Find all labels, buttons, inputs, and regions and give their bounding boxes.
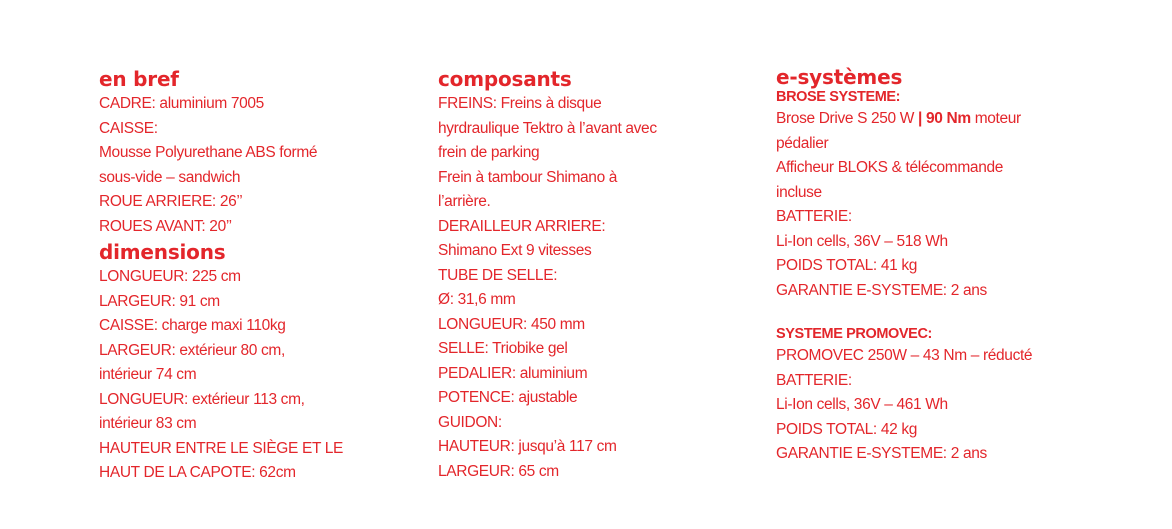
brose-motor-line	[776, 107, 1106, 132]
spec-line: Li-Ion cells, 36V – 518 Wh	[776, 232, 948, 250]
spec-line: frein de parking	[438, 144, 540, 161]
spec-line: GARANTIE E-SYSTEME: 2 ans	[776, 281, 987, 299]
spec-line: BATTERIE:	[776, 371, 852, 389]
spec-line: Afficheur BLOKS & télécommande	[776, 159, 1004, 176]
spec-line: CAISSE: charge maxi 110kg	[99, 317, 286, 334]
spec-line: ROUES AVANT: 20’’	[99, 217, 232, 235]
spec-line: pédalier	[776, 134, 829, 152]
spec-line: HAUTEUR ENTRE LE SIÈGE ET LE	[99, 439, 344, 457]
heading-composants: composants	[438, 67, 572, 91]
spec-line: DERAILLEUR ARRIERE:	[438, 217, 606, 235]
composants-list	[438, 92, 748, 484]
spec-line: intérieur 74 cm	[99, 366, 197, 383]
spec-line: intérieur 83 cm	[99, 415, 197, 432]
spec-line: CAISSE:	[99, 119, 158, 137]
column-e-systemes	[776, 66, 1106, 467]
spec-line: Mousse Polyurethane ABS formé	[99, 144, 318, 161]
spec-line: l’arrière.	[438, 193, 491, 210]
spec-line: BATTERIE:	[776, 208, 852, 225]
section-spacer	[776, 303, 1106, 325]
spec-line: FREINS: Freins à disque	[438, 95, 602, 112]
spec-line: ROUE ARRIERE: 26’’	[99, 193, 243, 210]
spec-line: LONGUEUR: 450 mm	[438, 315, 585, 333]
motor-torque: 90 Nm	[925, 110, 971, 127]
dimensions-list	[99, 265, 409, 486]
spec-line: PEDALIER: aluminium	[438, 364, 588, 382]
heading-en-bref: en bref	[99, 67, 179, 91]
heading-e-systemes: e-systèmes	[776, 65, 903, 89]
spec-line: POIDS TOTAL: 42 kg	[776, 420, 918, 438]
spec-line: Ø: 31,6 mm	[438, 291, 516, 308]
spec-line: LARGEUR: extérieur 80 cm,	[99, 341, 285, 359]
spec-line: GUIDON:	[438, 413, 502, 431]
spec-line: hyrdraulique Tektro à l’avant avec	[438, 119, 657, 137]
column-composants	[438, 66, 748, 484]
spec-line: Frein à tambour Shimano à	[438, 168, 618, 186]
spec-line: TUBE DE SELLE:	[438, 266, 558, 284]
spec-line: HAUT DE LA CAPOTE: 62cm	[99, 464, 296, 481]
heading-dimensions: dimensions	[99, 240, 226, 264]
spec-line: LONGUEUR: 225 cm	[99, 268, 241, 285]
brose-list	[776, 107, 1106, 303]
spec-line: LARGEUR: 91 cm	[99, 292, 220, 310]
spec-line: Shimano Ext 9 vitesses	[438, 242, 592, 259]
column-en-bref	[99, 66, 409, 486]
brose-system-title: BROSE SYSTEME:	[776, 89, 901, 105]
spec-line: POTENCE: ajustable	[438, 389, 578, 406]
spec-line: LARGEUR: 65 cm	[438, 462, 559, 480]
spec-line: GARANTIE E-SYSTEME: 2 ans	[776, 445, 987, 462]
spec-line: LONGUEUR: extérieur 113 cm,	[99, 390, 305, 408]
spec-line: CADRE: aluminium 7005	[99, 95, 264, 112]
spec-line: Li-Ion cells, 36V – 461 Wh	[776, 396, 948, 413]
motor-separator: |	[914, 110, 926, 127]
en-bref-list	[99, 92, 409, 239]
motor-suffix: moteur	[970, 110, 1021, 127]
motor-name: Brose Drive S 250 W	[776, 110, 915, 127]
spec-line: HAUTEUR: jusqu’à 117 cm	[438, 438, 617, 455]
promovec-system-title: SYSTEME PROMOVEC:	[776, 326, 932, 342]
spec-line: PROMOVEC 250W – 43 Nm – réducté	[776, 347, 1033, 364]
spec-line: SELLE: Triobike gel	[438, 340, 568, 357]
spec-line: incluse	[776, 183, 822, 201]
spec-line: POIDS TOTAL: 41 kg	[776, 257, 918, 274]
spec-line: sous-vide – sandwich	[99, 168, 241, 186]
promovec-list	[776, 344, 1106, 467]
